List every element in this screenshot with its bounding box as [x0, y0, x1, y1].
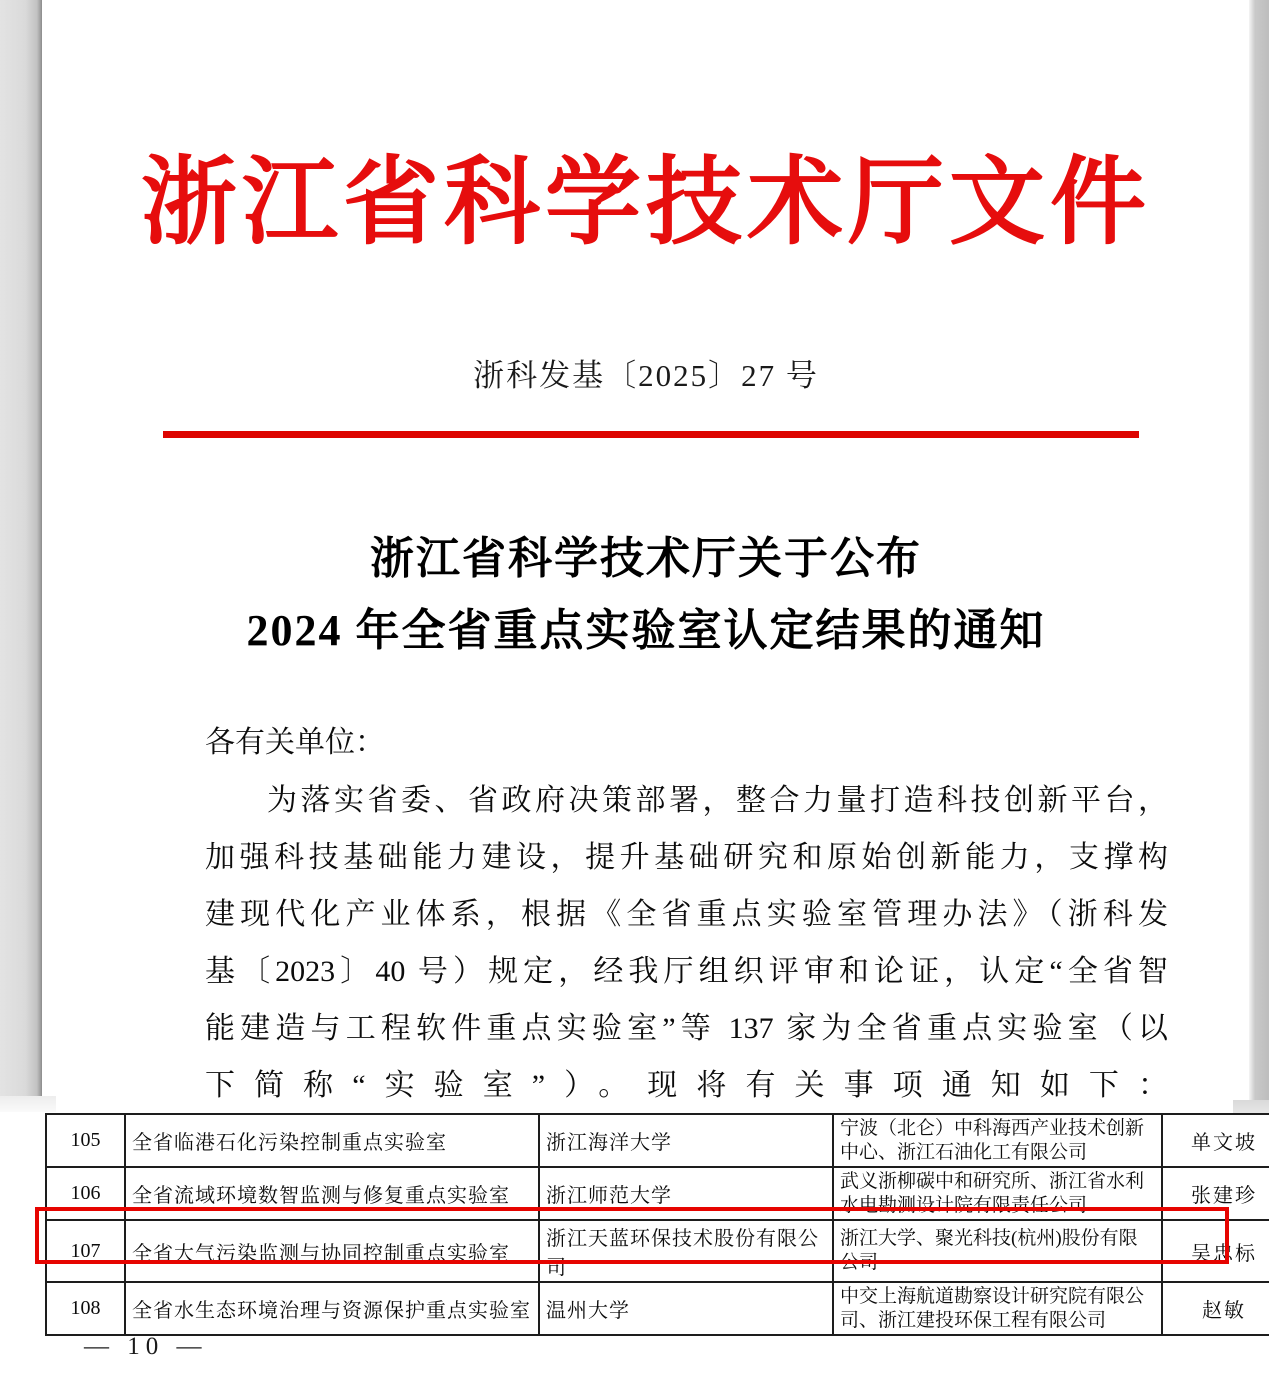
director-cell: 吴忠标 [1162, 1220, 1269, 1282]
body-line: 建现代化产业体系，根据《全省重点实验室管理办法》（浙科发 [205, 898, 1168, 931]
table-row-106 [46, 1167, 1269, 1220]
notice-title-line1: 浙江省科学技术厅关于公布 [370, 534, 922, 583]
lab-name-cell: 全省流域环境数智监测与修复重点实验室 [125, 1167, 539, 1220]
director-cell: 赵敏 [1162, 1282, 1269, 1335]
partners-cell: 浙江大学、聚光科技(杭州)股份有限公司 [833, 1220, 1162, 1282]
institution-cell: 浙江海洋大学 [539, 1114, 833, 1167]
notice-title-line2: 2024 年全省重点实验室认定结果的通知 [246, 606, 1046, 655]
row-number-cell: 108 [46, 1282, 125, 1335]
row-number-cell: 107 [46, 1220, 125, 1282]
partners-cell: 宁波（北仑）中科海西产业技术创新中心、浙江石油化工有限公司 [833, 1114, 1162, 1167]
partners-cell: 中交上海航道勘察设计研究院有限公司、浙江建投环保工程有限公司 [833, 1282, 1162, 1335]
lab-name-cell: 全省大气污染监测与协同控制重点实验室 [125, 1220, 539, 1282]
lab-name-cell: 全省水生态环境治理与资源保护重点实验室 [125, 1282, 539, 1335]
document-number: 浙科发基〔2025〕27 号 [473, 358, 819, 393]
director-cell: 张建珍 [1162, 1167, 1269, 1220]
body-line: 能建造与工程软件重点实验室”等 137 家为全省重点实验室（以 [205, 1012, 1168, 1045]
body-line: 为落实省委、省政府决策部署，整合力量打造科技创新平台， [267, 784, 1168, 817]
body-line: 基〔2023〕40 号）规定，经我厅组织评审和论证，认定“全省智 [205, 955, 1168, 988]
row-number-cell: 105 [46, 1114, 125, 1167]
body-line: 下简称“实验室”）。现将有关事项通知如下： [205, 1069, 1168, 1102]
salutation: 各有关单位： [205, 726, 385, 759]
body-line: 加强科技基础能力建设，提升基础研究和原始创新能力，支撑构 [205, 841, 1168, 874]
red-divider-line [163, 431, 1139, 438]
lab-list-table [45, 1113, 1269, 1336]
body-paragraph [205, 772, 1168, 1114]
director-cell: 单文坡 [1162, 1114, 1269, 1167]
lab-name-cell: 全省临港石化污染控制重点实验室 [125, 1114, 539, 1167]
table-row-107 [46, 1220, 1269, 1282]
institution-cell: 浙江师范大学 [539, 1167, 833, 1220]
page-number: — 10 — [84, 1333, 208, 1360]
scan-edge-left [0, 0, 42, 1102]
scan-seam-left [0, 1096, 56, 1112]
institution-cell: 浙江天蓝环保技术股份有限公司 [539, 1220, 833, 1282]
row-number-cell: 106 [46, 1167, 125, 1220]
partners-cell: 武义浙柳碳中和研究所、浙江省水利水电勘测设计院有限责任公司 [833, 1167, 1162, 1220]
scan-edge-right [1249, 0, 1269, 1102]
table-row-105 [46, 1114, 1269, 1167]
institution-cell: 温州大学 [539, 1282, 833, 1335]
table-row-108 [46, 1282, 1269, 1335]
document-header-title: 浙江省科学技术厅文件 [141, 149, 1151, 256]
